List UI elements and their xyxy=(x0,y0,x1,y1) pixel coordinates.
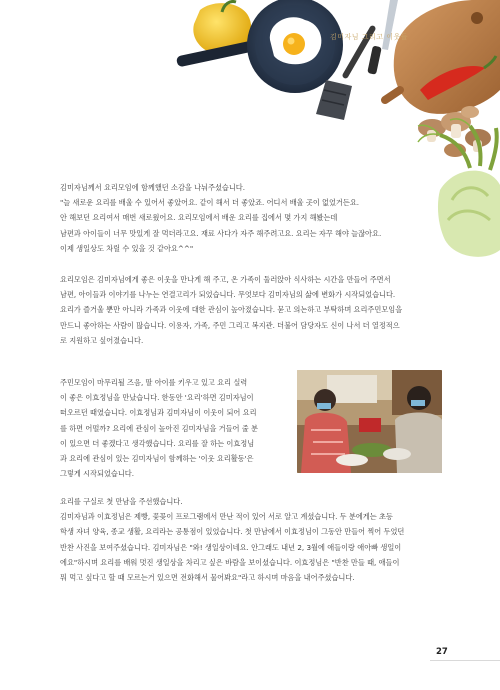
text-line: 반찬 사진을 보여주셨습니다. 김미자님은 "와! 생일상이네요. 안그래도 내년 2, 3월에 애들이랑 애아빠 생일이 xyxy=(60,542,402,552)
text-line: 과 요리에 관심이 있는 김미자님이 함께하는 '이웃 요리활동'은 xyxy=(60,454,254,464)
text-line: 이제 생일상도 차릴 수 있을 것 같아요^^" xyxy=(60,243,194,253)
text-line: 만드니 좋아하는 사람이 많습니다. 이용자, 가족, 주민 그리고 복지관. 더불어 담당자도 신이 나서 더 열정적으 xyxy=(60,320,400,330)
cooking-photo xyxy=(297,370,442,473)
text-line: "늘 새로운 요리를 배울 수 있어서 좋았어요. 같이 해서 더 좋았죠. 어디서 배울 곳이 없었거든요. xyxy=(60,198,360,208)
page-number: 27 xyxy=(436,647,448,657)
text-line: 떠오르던 때였습니다. 이효정님과 김미자님이 이웃이 되어 요리 xyxy=(60,408,257,418)
text-line: 로 지원하고 싶어졌습니다. xyxy=(60,335,144,345)
text-line: 김미자님께서 요리모임에 함께했던 소감을 나눠주셨습니다. xyxy=(60,183,246,192)
cutting-board-icon xyxy=(385,0,500,114)
text-line: 남편과 아이들이 너무 맛있게 잘 먹더라고요. 재료 사다가 자주 해주려고요. 요리는 자꾸 해야 늘잖아요. xyxy=(60,228,382,238)
quote-paragraph xyxy=(60,180,381,256)
section-header-tag: 김미자님 그리고 이웃들 xyxy=(330,33,409,41)
body-paragraph xyxy=(60,375,258,481)
text-line: 학생 자녀 양육, 종교 생활, 요리라는 공통점이 있었습니다. 첫 만남에서 이효정님이 그동안 만들어 찍어 두었던 xyxy=(60,527,405,537)
text-line: 김미자님과 이효정님은 제빵, 꽃꽂이 프로그램에서 만난 적이 있어 서로 알고 계셨습니다. 두 분에게는 초등 xyxy=(60,512,393,522)
text-line: 남편, 아이들과 이야기를 나누는 연결고리가 되었습니다. 무엇보다 김미자님의 삶에 변화가 시작되었습니다. xyxy=(60,290,396,300)
text-line: 안 해보던 요리여서 매번 새로웠어요. 요리모임에서 배운 요리를 집에서 몇 가지 해봤는데 xyxy=(60,213,338,223)
text-line: 이 좋은 이효정님을 만났습니다. 한동안 '요리'하면 김미자님이 xyxy=(60,393,254,403)
body-paragraph xyxy=(60,494,404,585)
text-line: 에요"하시며 요리를 배워 멋진 생일상을 차리고 싶은 바람을 보이셨습니다. 이효정님은 "반찬 만들 때, 애들이 xyxy=(60,557,400,567)
text-line: 요리가 즐거울 뿐만 아니라 가족과 이웃에 대한 관심이 높아졌습니다. 묻고 의논하고 부탁하며 요리주민모임을 xyxy=(60,305,403,315)
text-line: 요리를 구실로 첫 만남을 주선했습니다. xyxy=(60,497,183,506)
footer-rule xyxy=(430,660,500,661)
text-line: 그렇게 시작되었습니다. xyxy=(60,469,135,479)
text-line: 이 있으면 더 좋겠다고 생각했습니다. 요리를 잘 하는 이효정님 xyxy=(60,438,255,448)
text-line: 를 하면 어떨까? 요리에 관심이 높아진 김미자님을 거들어 줄 분 xyxy=(60,423,258,433)
text-line: 주민모임이 마무리될 즈음, 딸 아이를 키우고 있고 요리 실력 xyxy=(60,378,248,387)
text-line: 요리모임은 김미자님에게 좋은 이웃을 만나게 해 주고, 온 가족이 둘러앉아 식사하는 시간을 만들어 주면서 xyxy=(60,275,391,284)
body-paragraph xyxy=(60,272,402,348)
text-line: 뭐 먹고 싶다고 할 때 모르는거 있으면 전화해서 물어봐요"라고 하시며 마음을 내어주셨습니다. xyxy=(60,573,355,583)
